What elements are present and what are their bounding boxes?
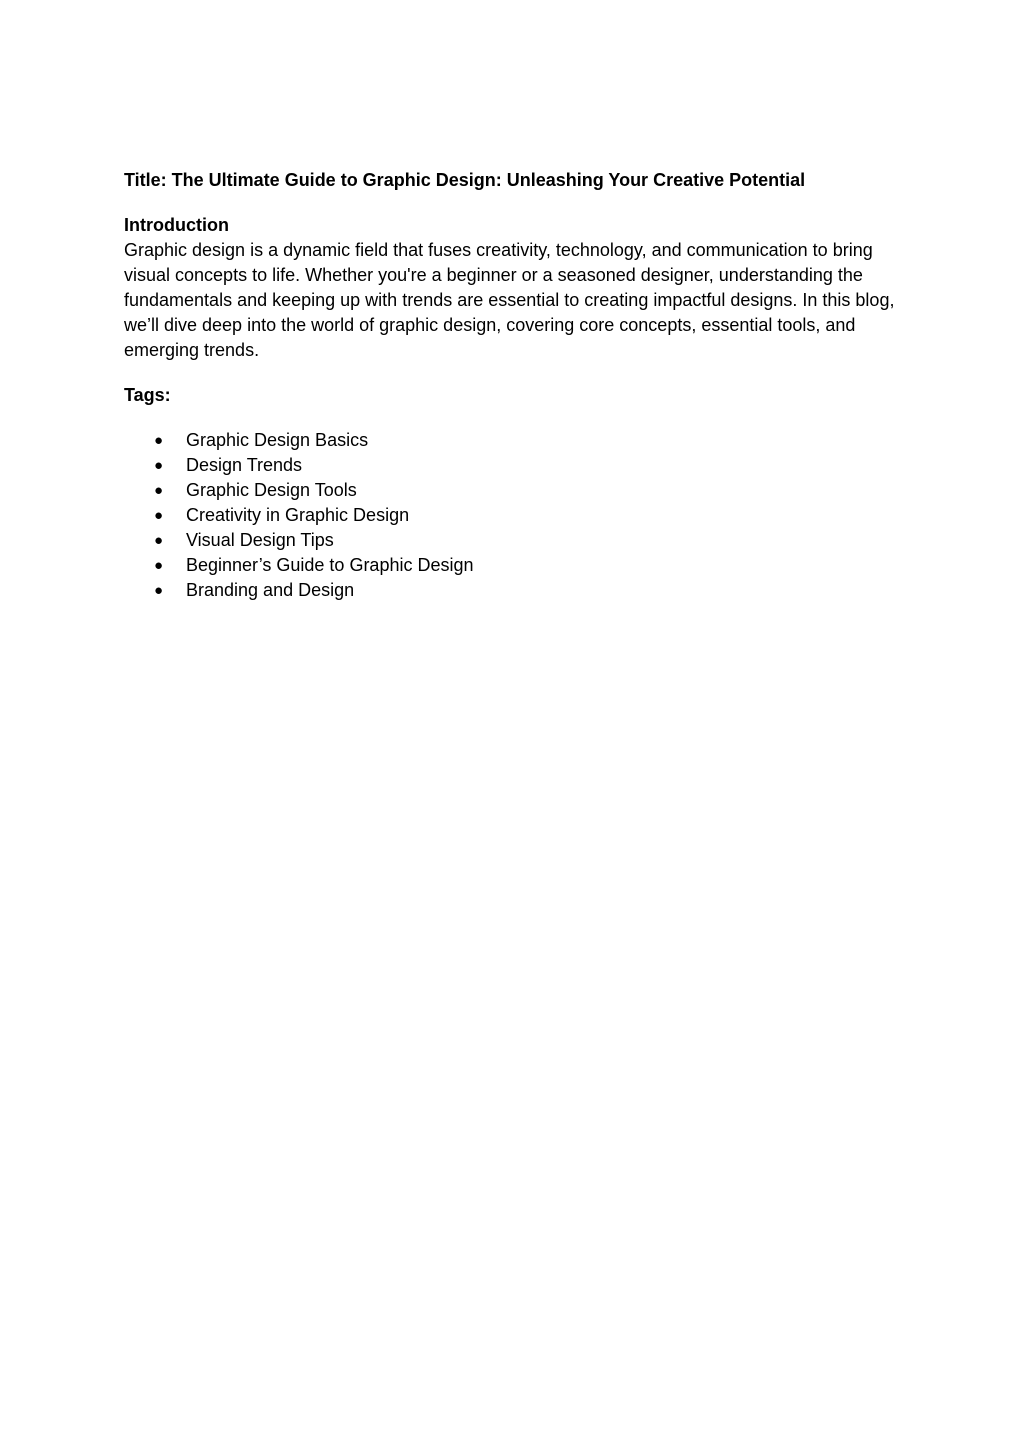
tag-label: Graphic Design Basics — [186, 430, 369, 450]
tags-heading: Tags: — [124, 385, 171, 405]
introduction-paragraph: Graphic design is a dynamic field that fuses creativity, technology, and communication to bring visual concepts to life. Whether you're a beginner or a seasoned designer, understanding the fundamentals and keeping up with trends are essential to creating impactful designs. In this blog, we’ll dive deep into the world of graphic design, covering core concepts, essential tools, and emerging trends. — [124, 240, 895, 360]
bullet-icon: ● — [154, 507, 164, 524]
tag-label: Beginner’s Guide to Graphic Design — [186, 555, 474, 575]
tag-label: Design Trends — [186, 455, 303, 475]
introduction-heading: Introduction — [124, 215, 229, 235]
tag-label: Branding and Design — [186, 580, 355, 600]
bullet-icon: ● — [154, 582, 164, 599]
list-item — [124, 478, 914, 503]
list-item — [124, 453, 914, 478]
bullet-icon: ● — [154, 532, 164, 549]
list-item — [124, 578, 914, 603]
tag-label: Graphic Design Tools — [186, 480, 357, 500]
bullet-icon: ● — [154, 432, 164, 449]
bullet-icon: ● — [154, 557, 164, 574]
bullet-icon: ● — [154, 482, 164, 499]
list-item — [124, 503, 914, 528]
tag-label: Creativity in Graphic Design — [186, 505, 410, 525]
list-item — [124, 528, 914, 553]
tag-label: Visual Design Tips — [186, 530, 334, 550]
list-item — [124, 553, 914, 578]
document-title: Title: The Ultimate Guide to Graphic Design: Unleashing Your Creative Potential — [124, 170, 806, 190]
bullet-icon: ● — [154, 457, 164, 474]
list-item — [124, 428, 914, 453]
document-page — [124, 168, 914, 603]
tag-list — [124, 428, 914, 603]
